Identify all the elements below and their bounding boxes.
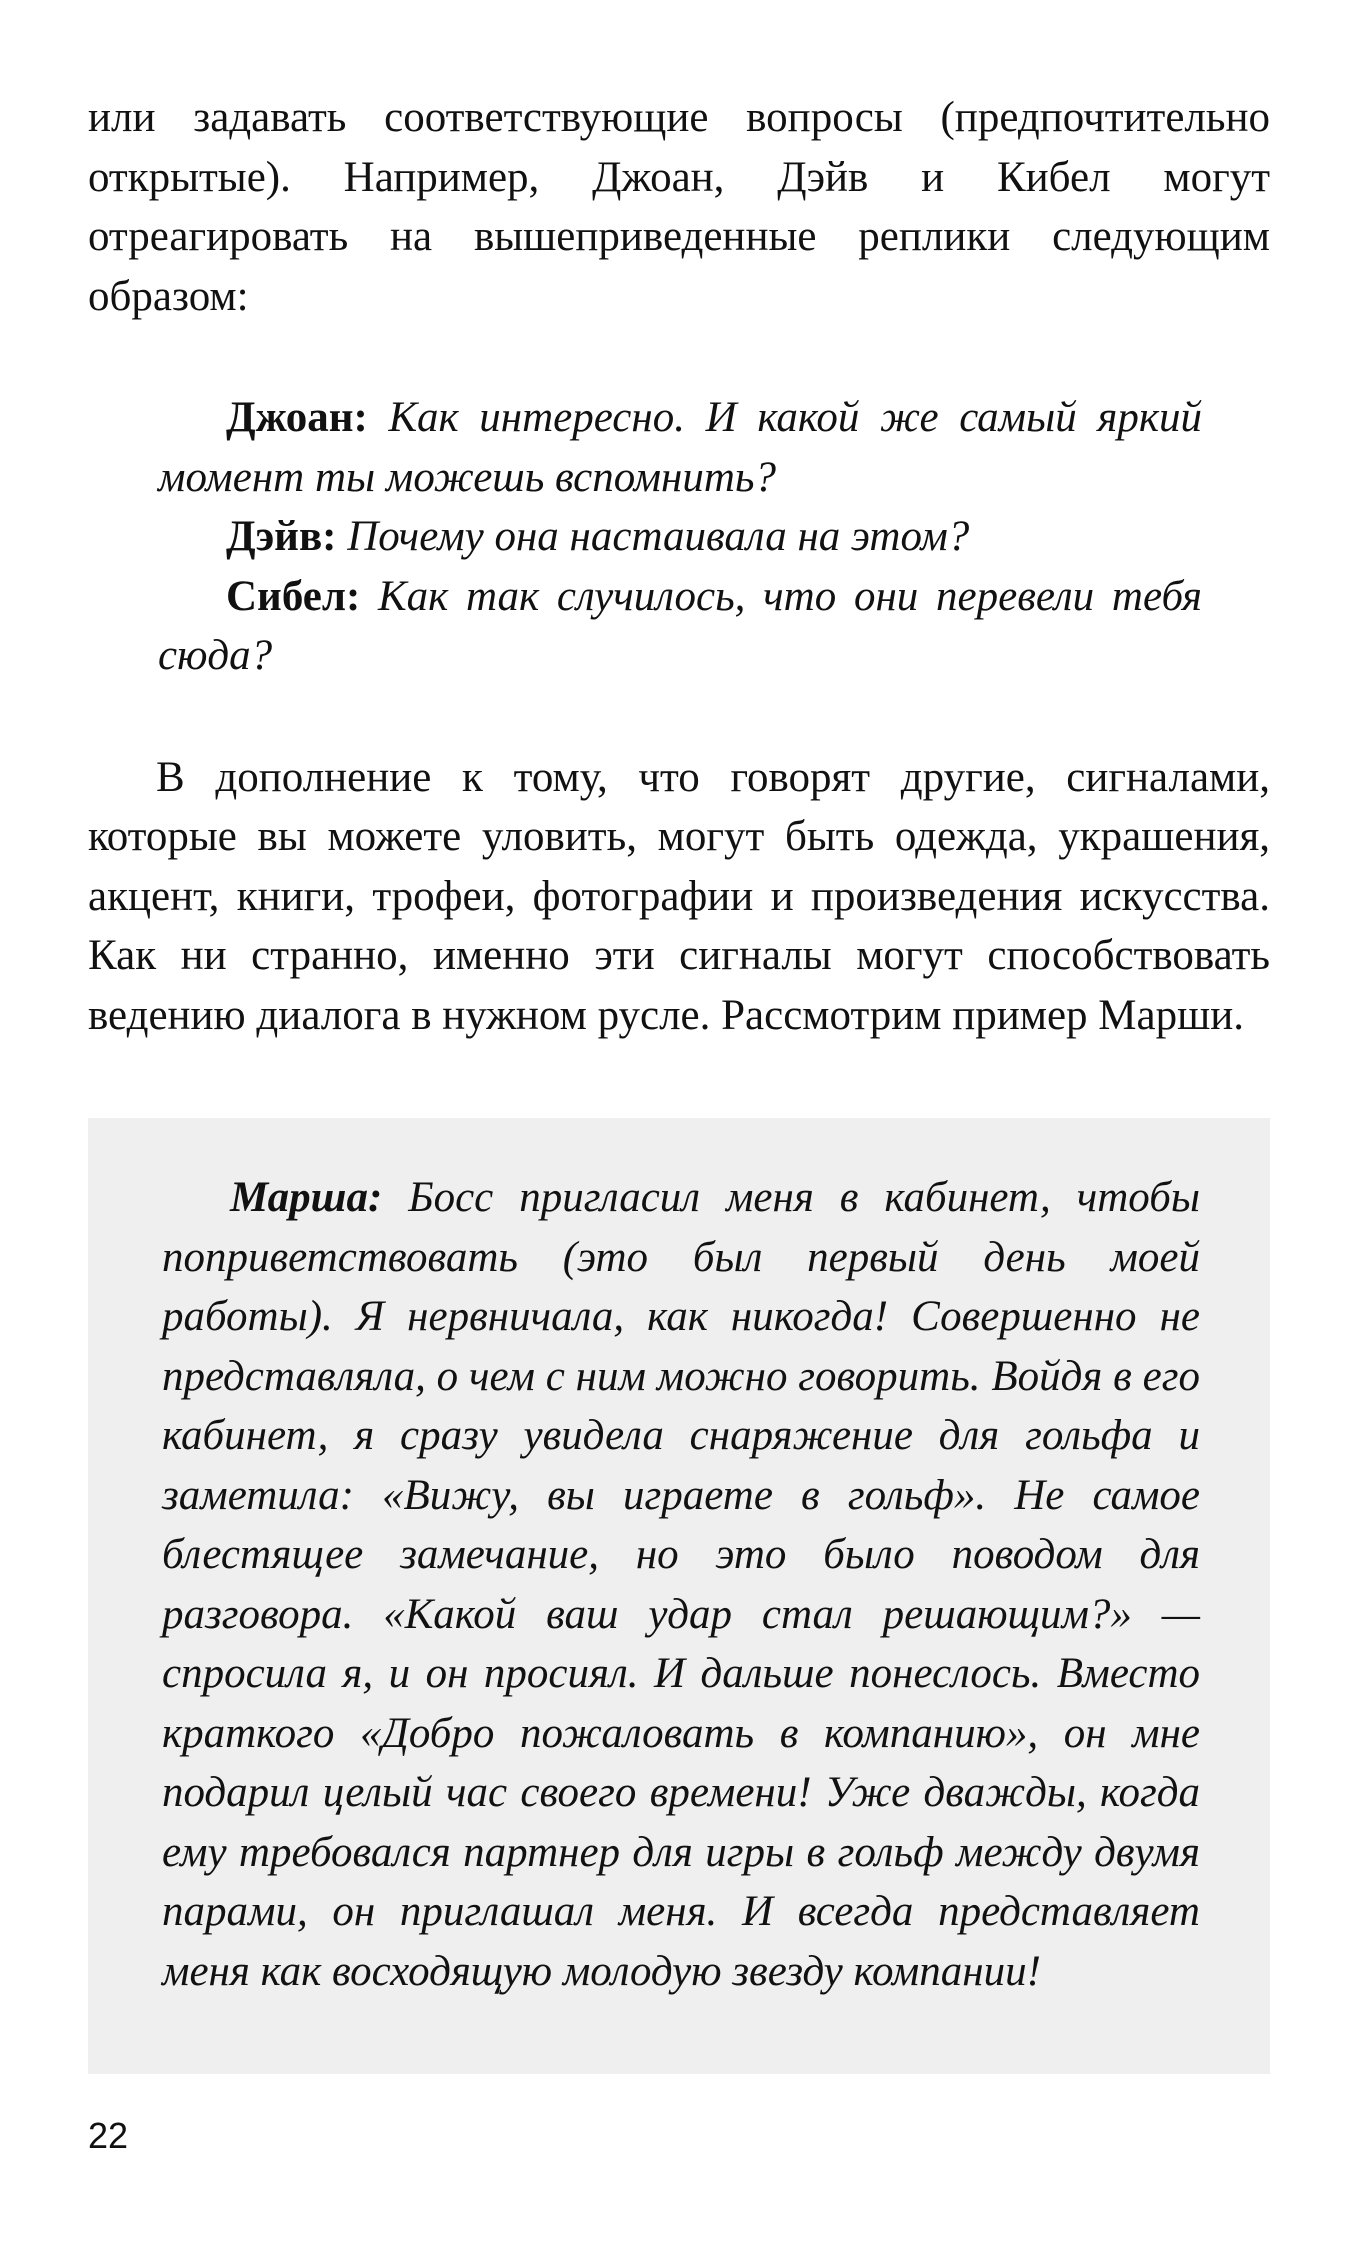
speaker-speech: Как интересно. И какой же самый яркий момент ты можешь вспомнить? (158, 394, 1203, 501)
speaker-speech: Почему она настаивала на этом? (347, 513, 970, 560)
second-paragraph: В дополнение к тому, что говорят другие, сигналами, которые вы можете уловить, могут быть одежда, украшения, акцент, книги, трофеи, фотографии и произведения искусства. Как ни странно, именно эти сигналы могут способствовать ведению диалога в нужном русле. Рассмотрим пример Марши. (88, 753, 1270, 1039)
page-number: 22 (88, 2115, 129, 2156)
example-box (88, 1118, 1270, 2074)
speaker-speech: Как так случилось, что они перевели тебя сюда? (158, 572, 1203, 679)
example-speech: Босс пригласил меня в кабинет, чтобы поприветствовать (это был первый день моей работы). Я нервничала, как никогда! Совершенно не представляла, о чем с ним можно говорить. Войдя в его кабинет, я сразу увидела снаряжение для гольфа и заметила: «Вижу, вы играете в гольф». Не самое блестящее замечание, но это было поводом для разговора. «Какой ваш удар стал решающим?» — спросила я, и он просиял. И дальше понеслось. Вместо краткого «Добро пожаловать в компанию», он мне подарил целый час своего времени! Уже дважды, когда ему требовался партнер для игры в гольф между двумя парами, он приглашал меня. И всегда представляет меня как восходящую молодую звезду компании! (162, 1174, 1200, 1995)
paragraph-gap (88, 686, 1270, 748)
speaker-name: Сибел: (226, 572, 361, 620)
intro-paragraph: или задавать соответствующие вопросы (предпочтительно открытые). Например, Джоан, Дэйв и Кибел могут отреагировать на вышеприведенные реплики следующим образом: (88, 94, 1270, 320)
speaker-name: Джоан: (226, 394, 368, 441)
dialogue-line (158, 507, 1202, 567)
example-text (162, 1168, 1200, 2001)
page-body (88, 88, 1270, 1045)
dialogue-block (88, 388, 1270, 686)
dialogue-line (158, 388, 1202, 507)
example-speaker: Марша: (230, 1174, 383, 1221)
speaker-name: Дэйв: (226, 513, 337, 560)
dialogue-line (158, 567, 1202, 686)
